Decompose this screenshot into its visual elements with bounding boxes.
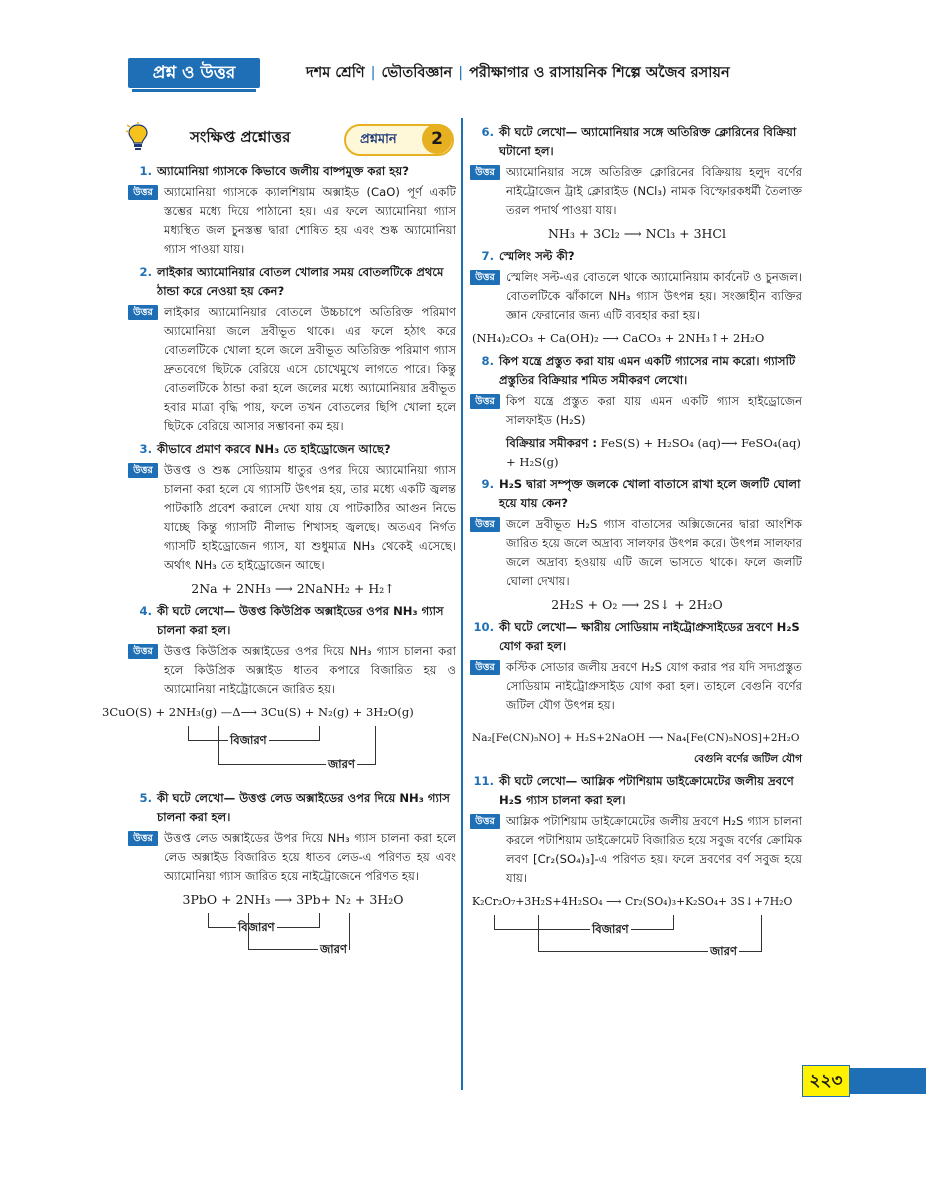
question-4: 4. কী ঘটে লেখো— উত্তপ্ত কিউপ্রিক অক্সাইডের ওপর NH₃ গ্যাস চালনা করা হল। <box>139 604 444 637</box>
equation-10: Na₂[Fe(CN)₅NO] + H₂S+2NaOH ⟶ Na₄[Fe(CN)₅NOS]+2H₂O <box>472 732 800 744</box>
marks-label: প্রশ্নমান <box>360 132 397 147</box>
answer-7: উত্তর স্মেলিং সল্ট-এর বোতলে থাকে অ্যামোনিয়াম কার্বনেট ও চুনজল। বোতলটিকে ঝাঁকালে NH₃ গ্যাস উৎপন্ন হয়। সংজ্ঞাহীন ব্যক্তির জ্ঞান ফেরানোর জন্য এটি ব্যবহার করা হয়। <box>472 268 802 325</box>
equation-11: K₂Cr₂O₇+3H₂S+4H₂SO₄ ⟶ Cr₂(SO₄)₃+K₂SO₄+ 3S↓+7H₂O <box>472 895 793 908</box>
redox-diagram-11 <box>472 915 802 965</box>
page-footer-bar <box>850 1068 926 1094</box>
answer-badge: উত্তর <box>128 463 158 478</box>
equation-7: (NH₄)₂CO₃ + Ca(OH)₂ ⟶ CaCO₃ + 2NH₃↑+ 2H₂O <box>472 331 765 345</box>
equation-6: NH₃ + 3Cl₂ ⟶ NCl₃ + 3HCl <box>547 226 726 241</box>
answer-5: উত্তর উত্তপ্ত লেড অক্সাইডের উপর দিয়ে NH₃ গ্যাস চালনা করা হলে লেড অক্সাইড বিজারিত হয়ে ধাতব লেড-এ পরিণত হয় এবং অ্যামোনিয়া গ্যাস জারিত হয়ে নাইট্রোজেনে পরিণত হয়। <box>130 829 456 886</box>
question-2: 2. লাইকার অ্যামোনিয়ার বোতল খোলার সময় বোতলটিকে প্রথমে ঠান্ডা করে নেওয়া হয় কেন? <box>139 265 444 298</box>
answer-badge: উত্তর <box>470 165 500 180</box>
oxidation-label: জারণ <box>708 942 739 961</box>
question-10: 10. কী ঘটে লেখো— ক্ষারীয় সোডিয়াম নাইট্রোপ্রুসাইডের দ্রবণে H₂S যোগ করা হল। <box>473 620 800 653</box>
lightbulb-icon <box>126 122 150 152</box>
reduction-label: বিজারণ <box>590 920 631 939</box>
equation-4: 3CuO(S) + 2NH₃(g) —Δ⟶ 3Cu(S) + N₂(g) + 3H₂O(g) <box>102 705 414 719</box>
header-title: দশম শ্রেণি | ভৌতবিজ্ঞান | পরীক্ষাগার ও রাসায়নিক শিল্পে অজৈব রসায়ন <box>306 65 730 81</box>
subject-label: ভৌতবিজ্ঞান <box>381 65 453 81</box>
question-3: 3. কীভাবে প্রমাণ করবে NH₃ তে হাইড্রোজেন আছে? <box>139 442 391 456</box>
answer-badge: উত্তর <box>470 814 500 829</box>
left-column <box>102 120 456 969</box>
marks-value: 2 <box>422 124 452 154</box>
right-column <box>472 120 802 965</box>
answer-badge: উত্তর <box>470 270 500 285</box>
page-header <box>128 58 828 94</box>
answer-badge: উত্তর <box>470 394 500 409</box>
equation-9: 2H₂S + O₂ ⟶ 2S↓ + 2H₂O <box>551 597 723 612</box>
answer-10: উত্তর কস্টিক সোডার জলীয় দ্রবণে H₂S যোগ করার পর যদি সদ্যপ্রস্তুত সোডিয়াম নাইট্রোপ্রুসাইড যোগ করা হল। তাহলে বেগুনি বর্ণের জটিল যৌগ উৎপন্ন হয়। <box>472 658 802 715</box>
answer-3: উত্তর উত্তপ্ত ও শুষ্ক সোডিয়াম ধাতুর ওপর দিয়ে অ্যামোনিয়া গ্যাস চালনা করা হলে যে গ্যাসটি উৎপন্ন হয়, তার মধ্যে একটি জ্বলন্ত পাটকাঠি প্রবেশ করালে দেখা যায় যে পাটকাঠির আগুন নিভে যাচ্ছে কিন্তু গ্যাসটি নীলাভ শিখাসহ জ্বলছে। অতএব নির্গত গ্যাসটি হাইড্রোজেন গ্যাস, যা শুধুমাত্র NH₃ থেকেই এসেছে। অর্থাৎ NH₃ তে হাইড্রোজেন আছে। <box>130 461 456 575</box>
question-1: 1. অ্যামোনিয়া গ্যাসকে কিভাবে জলীয় বাষ্পমুক্ত করা হয়? <box>139 164 409 178</box>
question-11: 11. কী ঘটে লেখো— আম্লিক পটাশিয়াম ডাইক্রোমেটের জলীয় দ্রবণে H₂S গ্যাস চালনা করা হল। <box>473 774 794 807</box>
reduction-label: বিজারণ <box>228 731 269 750</box>
answer-2: উত্তর লাইকার অ্যামোনিয়ার বোতলে উচ্চচাপে অতিরিক্ত পরিমাণ অ্যামোনিয়া জলে দ্রবীভূত থাকে। এর ফলে হঠাৎ করে বোতলটিকে খোলা হলে জলে দ্রবীভূত অতিরিক্ত পরিমাণ গ্যাস দ্রুতবেগে ছিটকে বেরিয়ে এসে চোখেমুখে লাগতে পারে। কিন্তু বোতলটিকে ঠান্ডা করা হলে জলের মধ্যে অ্যামোনিয়ার দ্রবীভূত হবার মাত্রা বৃদ্ধি পায়, ফলে তখন বোতলের ছিপি খোলা হলে ছিটকে বেরিয়ে আসার সম্ভাবনা কম হয়। <box>130 303 456 436</box>
answer-6: উত্তর অ্যামোনিয়ার সঙ্গে অতিরিক্ত ক্লোরিনের বিক্রিয়ায় হলুদ বর্ণের নাইট্রোজেন ট্রাই ক্লোরাইড (NCl₃) নামক বিস্ফোরকধর্মী তৈলাক্ত তরল পদার্থ পাওয়া যায়। <box>472 163 802 220</box>
answer-badge: উত্তর <box>128 644 158 659</box>
column-divider <box>461 118 463 1090</box>
oxidation-label: জারণ <box>326 755 357 774</box>
question-9: 9. H₂S দ্বারা সম্পৃক্ত জলকে খোলা বাতাসে রাখা হলে জলটি ঘোলা হয়ে যায় কেন? <box>481 477 801 510</box>
section-badge: প্রশ্ন ও উত্তর <box>128 58 260 88</box>
section-title: সংক্ষিপ্ত প্রশ্নোত্তর <box>190 128 291 146</box>
question-7: 7. স্মেলিং সল্ট কী? <box>481 249 575 263</box>
redox-diagram-5 <box>130 913 456 969</box>
answer-8: উত্তর কিপ যন্ত্রে প্রস্তুত করা যায় এমন একটি গ্যাস হাইড্রোজেন সালফাইড (H₂S) <box>472 392 802 430</box>
answer-1: উত্তর অ্যামোনিয়া গ্যাসকে ক্যালশিয়াম অক্সাইড (CaO) পূর্ণ একটি স্তম্ভের মধ্যে দিয়ে পাঠানো হয়। এর ফলে অ্যামোনিয়া গ্যাস মধ্যস্থিত জল চুনস্তম্ভ দ্বারা শোষিত হয় এবং শুষ্ক অ্যামোনিয়া গ্যাস পাওয়া যায়। <box>130 183 456 259</box>
marks-pill <box>344 124 454 156</box>
equation-3: 2Na + 2NH₃ ⟶ 2NaNH₂ + H₂↑ <box>191 581 395 596</box>
class-label: দশম শ্রেণি <box>306 65 365 81</box>
answer-badge: উত্তর <box>128 305 158 320</box>
equation-8: বিক্রিয়ার সমীকরণ : FeS(S) + H₂SO₄ (aq)⟶ FeSO₄(aq) + H₂S(g) <box>506 436 801 469</box>
equation-10-caption: বেগুনি বর্ণের জটিল যৌগ <box>694 753 802 765</box>
answer-badge: উত্তর <box>128 185 158 200</box>
answer-badge: উত্তর <box>470 517 500 532</box>
chapter-label: পরীক্ষাগার ও রাসায়নিক শিল্পে অজৈব রসায়ন <box>469 65 730 81</box>
answer-11: উত্তর আম্লিক পটাশিয়াম ডাইক্রোমেটের জলীয় দ্রবণে H₂S গ্যাস চালনা করলে পটাশিয়াম ডাইক্রোমেট বিজারিত হয়ে সবুজ বর্ণের ক্রোমিক লবণ [Cr₂(SO₄)₃]-এ পরিণত হয়। ফলে দ্রবণের বর্ণ সবুজ হয়ে যায়। <box>472 812 802 888</box>
question-5: 5. কী ঘটে লেখো— উত্তপ্ত লেড অক্সাইডের ওপর দিয়ে NH₃ গ্যাস চালনা করা হল। <box>139 791 450 824</box>
answer-9: উত্তর জলে দ্রবীভূত H₂S গ্যাস বাতাসের অক্সিজেনের দ্বারা আংশিক জারিত হয়ে জলে অদ্রাব্য সালফার উৎপন্ন করে। উৎপন্ন সালফার জলে অদ্রাব্য হওয়ায় এটি জলে ভাসতে থাকে। ফলে জলটি ঘোলা দেখায়। <box>472 515 802 591</box>
question-6: 6. কী ঘটে লেখো— অ্যামোনিয়ার সঙ্গে অতিরিক্ত ক্লোরিনের বিক্রিয়া ঘটানো হল। <box>481 125 797 158</box>
equation-5: 3PbO + 2NH₃ ⟶ 3Pb+ N₂ + 3H₂O <box>182 892 404 907</box>
question-8: 8. কিপ যন্ত্রে প্রস্তুত করা যায় এমন একটি গ্যাসের নাম করো। গ্যাসটি প্রস্তুতির বিক্রিয়ার শমিত সমীকরণ লেখো। <box>481 354 796 387</box>
redox-diagram-4 <box>130 726 456 786</box>
answer-badge: উত্তর <box>128 831 158 846</box>
answer-4: উত্তর উত্তপ্ত কিউপ্রিক অক্সাইডের ওপর দিয়ে NH₃ গ্যাস চালনা করা হলে কিউপ্রিক অক্সাইড ধাতব কপারে বিজারিত হয় ও অ্যামোনিয়া নাইট্রোজেনে জারিত হয়। <box>130 642 456 699</box>
answer-badge: উত্তর <box>470 660 500 675</box>
reduction-label: বিজারণ <box>236 918 277 937</box>
oxidation-label: জারণ <box>318 940 349 959</box>
page-number: ২২৩ <box>802 1065 850 1097</box>
section-heading <box>130 120 456 158</box>
